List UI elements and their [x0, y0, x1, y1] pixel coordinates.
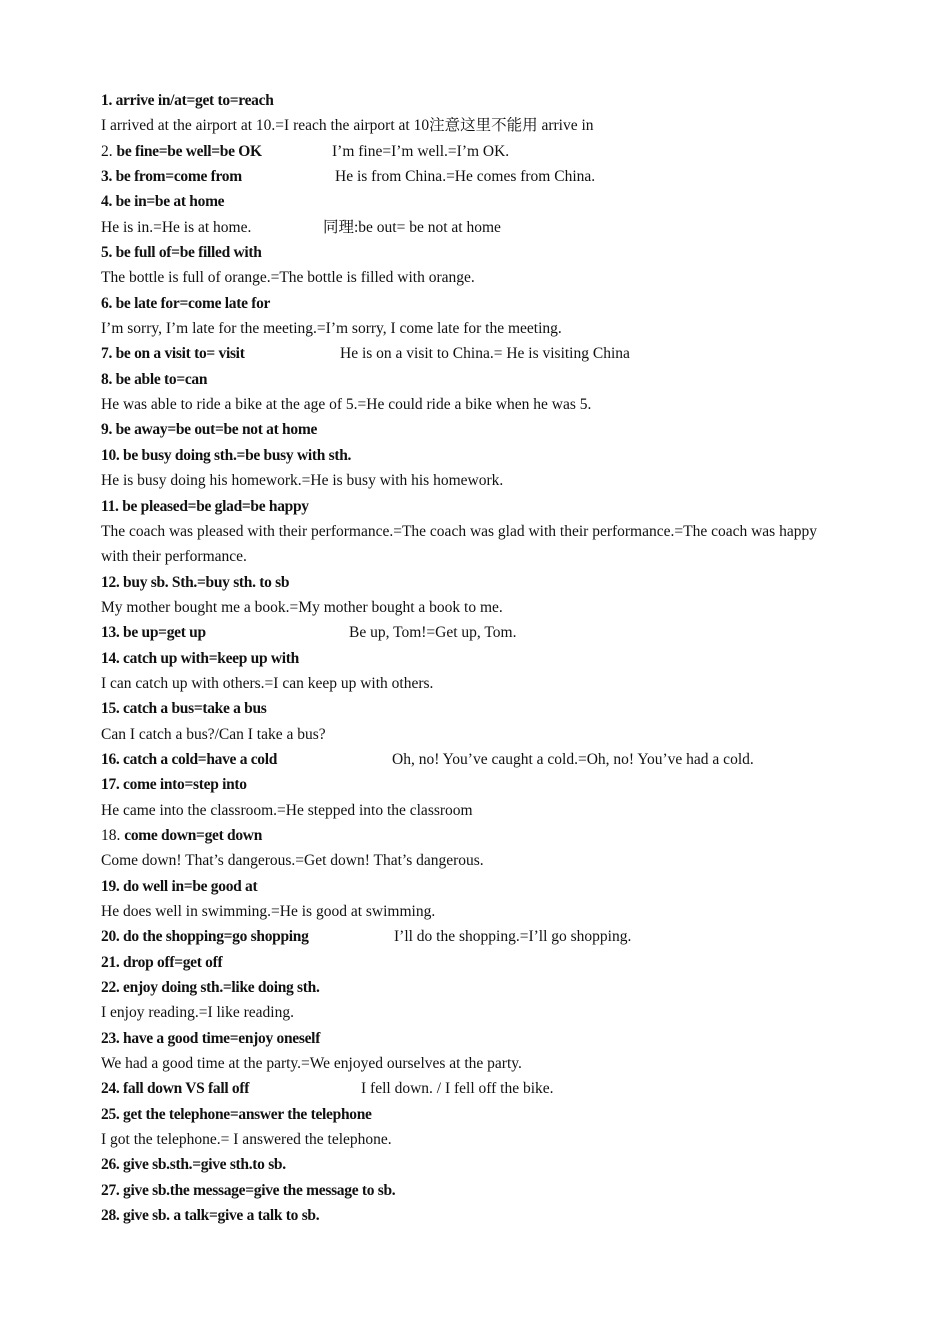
entry-12-heading: 12. buy sb. Sth.=buy sth. to sb — [101, 573, 290, 591]
entry-21-heading: 21. drop off=get off — [101, 953, 223, 971]
entry-16-heading: 16. catch a cold=have a cold Oh, no! You’ve caught a cold.=Oh, no! You’ve had a cold. — [101, 747, 841, 772]
entry-7-heading: 7. be on a visit to= visit He is on a visit to China.= He is visiting China — [101, 341, 841, 366]
entry-14-example: I can catch up with others.=I can keep up with others. — [101, 674, 434, 692]
entry-1-example: I arrived at the airport at 10.=I reach the airport at 10注意这里不能用 arrive in — [101, 117, 594, 135]
entry-6-example: I’m sorry, I’m late for the meeting.=I’m sorry, I come late for the meeting. — [101, 320, 562, 338]
entry-19-heading: 19. do well in=be good at — [101, 877, 258, 895]
entry-8-heading: 8. be able to=can — [101, 370, 208, 388]
entry-22-example: I enjoy reading.=I like reading. — [101, 1004, 294, 1022]
entry-7-example: He is on a visit to China.= He is visiting China — [340, 345, 630, 363]
entry-3-heading: 3. be from=come from He is from China.=He comes from China. — [101, 164, 841, 189]
entry-15-example: Can I catch a bus?/Can I take a bus? — [101, 725, 326, 743]
entry-4-note: 同理:be out= be not at home — [323, 218, 501, 236]
entry-5-heading: 5. be full of=be filled with — [101, 244, 262, 262]
entry-25-heading: 25. get the telephone=answer the telephone — [101, 1105, 372, 1123]
entry-8-example: He was able to ride a bike at the age of 5.=He could ride a bike when he was 5. — [101, 396, 592, 414]
entry-12-example: My mother bought me a book.=My mother bought a book to me. — [101, 598, 503, 616]
entry-19-example: He does well in swimming.=He is good at swimming. — [101, 903, 436, 920]
entry-13-example: Be up, Tom!=Get up, Tom. — [349, 624, 517, 642]
entry-26-heading: 26. give sb.sth.=give sth.to sb. — [101, 1156, 286, 1174]
entry-10-heading: 10. be busy doing sth.=be busy with sth. — [101, 446, 352, 464]
entry-11-example: The coach was pleased with their performance.=The coach was glad with their performance.=The coach was happy with their performance. — [101, 522, 817, 566]
entry-17-heading: 17. come into=step into — [101, 776, 247, 794]
entry-5-example: The bottle is full of orange.=The bottle is filled with orange. — [101, 269, 475, 287]
entry-13-heading: 13. be up=get up Be up, Tom!=Get up, Tom. — [101, 620, 841, 645]
entry-4-example: He is in.=He is at home. 同理:be out= be not at home — [101, 215, 841, 240]
entry-17-example: He came into the classroom.=He stepped into the classroom — [101, 801, 473, 819]
entry-16-example: Oh, no! You’ve caught a cold.=Oh, no! You’ve had a cold. — [392, 750, 754, 768]
entry-15-heading: 15. catch a bus=take a bus — [101, 700, 267, 718]
entry-2-heading: 2. be fine=be well=be OK I’m fine=I’m well.=I’m OK. — [101, 139, 841, 164]
entry-28-heading: 28. give sb. a talk=give a talk to sb. — [101, 1207, 320, 1225]
entry-20-heading: 20. do the shopping=go shopping I’ll do the shopping.=I’ll go shopping. — [101, 924, 841, 949]
entry-18-example: Come down! That’s dangerous.=Get down! That’s dangerous. — [101, 852, 484, 870]
entry-27-heading: 27. give sb.the message=give the message to sb. — [101, 1181, 396, 1199]
entry-10-example: He is busy doing his homework.=He is busy with his homework. — [101, 472, 504, 490]
entry-3-example: He is from China.=He comes from China. — [335, 168, 596, 186]
entry-4-heading: 4. be in=be at home — [101, 193, 225, 211]
entry-20-example: I’ll do the shopping.=I’ll go shopping. — [394, 928, 632, 946]
entry-25-example: I got the telephone.= I answered the telephone. — [101, 1131, 392, 1149]
entry-9-heading: 9. be away=be out=be not at home — [101, 421, 318, 439]
entry-23-example: We had a good time at the party.=We enjoyed ourselves at the party. — [101, 1055, 522, 1073]
entry-18-heading: 18. come down=get down — [101, 826, 263, 844]
entry-1-heading: 1. arrive in/at=get to=reach — [101, 92, 274, 109]
phrase-list — [101, 88, 841, 1228]
entry-6-heading: 6. be late for=come late for — [101, 294, 271, 312]
entry-11-heading: 11. be pleased=be glad=be happy — [101, 497, 309, 515]
entry-14-heading: 14. catch up with=keep up with — [101, 649, 299, 667]
entry-23-heading: 23. have a good time=enjoy oneself — [101, 1029, 321, 1047]
entry-22-heading: 22. enjoy doing sth.=like doing sth. — [101, 979, 320, 997]
entry-24-example: I fell down. / I fell off the bike. — [361, 1080, 554, 1098]
entry-24-heading: 24. fall down VS fall off I fell down. / I fell off the bike. — [101, 1076, 841, 1101]
entry-2-example: I’m fine=I’m well.=I’m OK. — [332, 142, 510, 160]
